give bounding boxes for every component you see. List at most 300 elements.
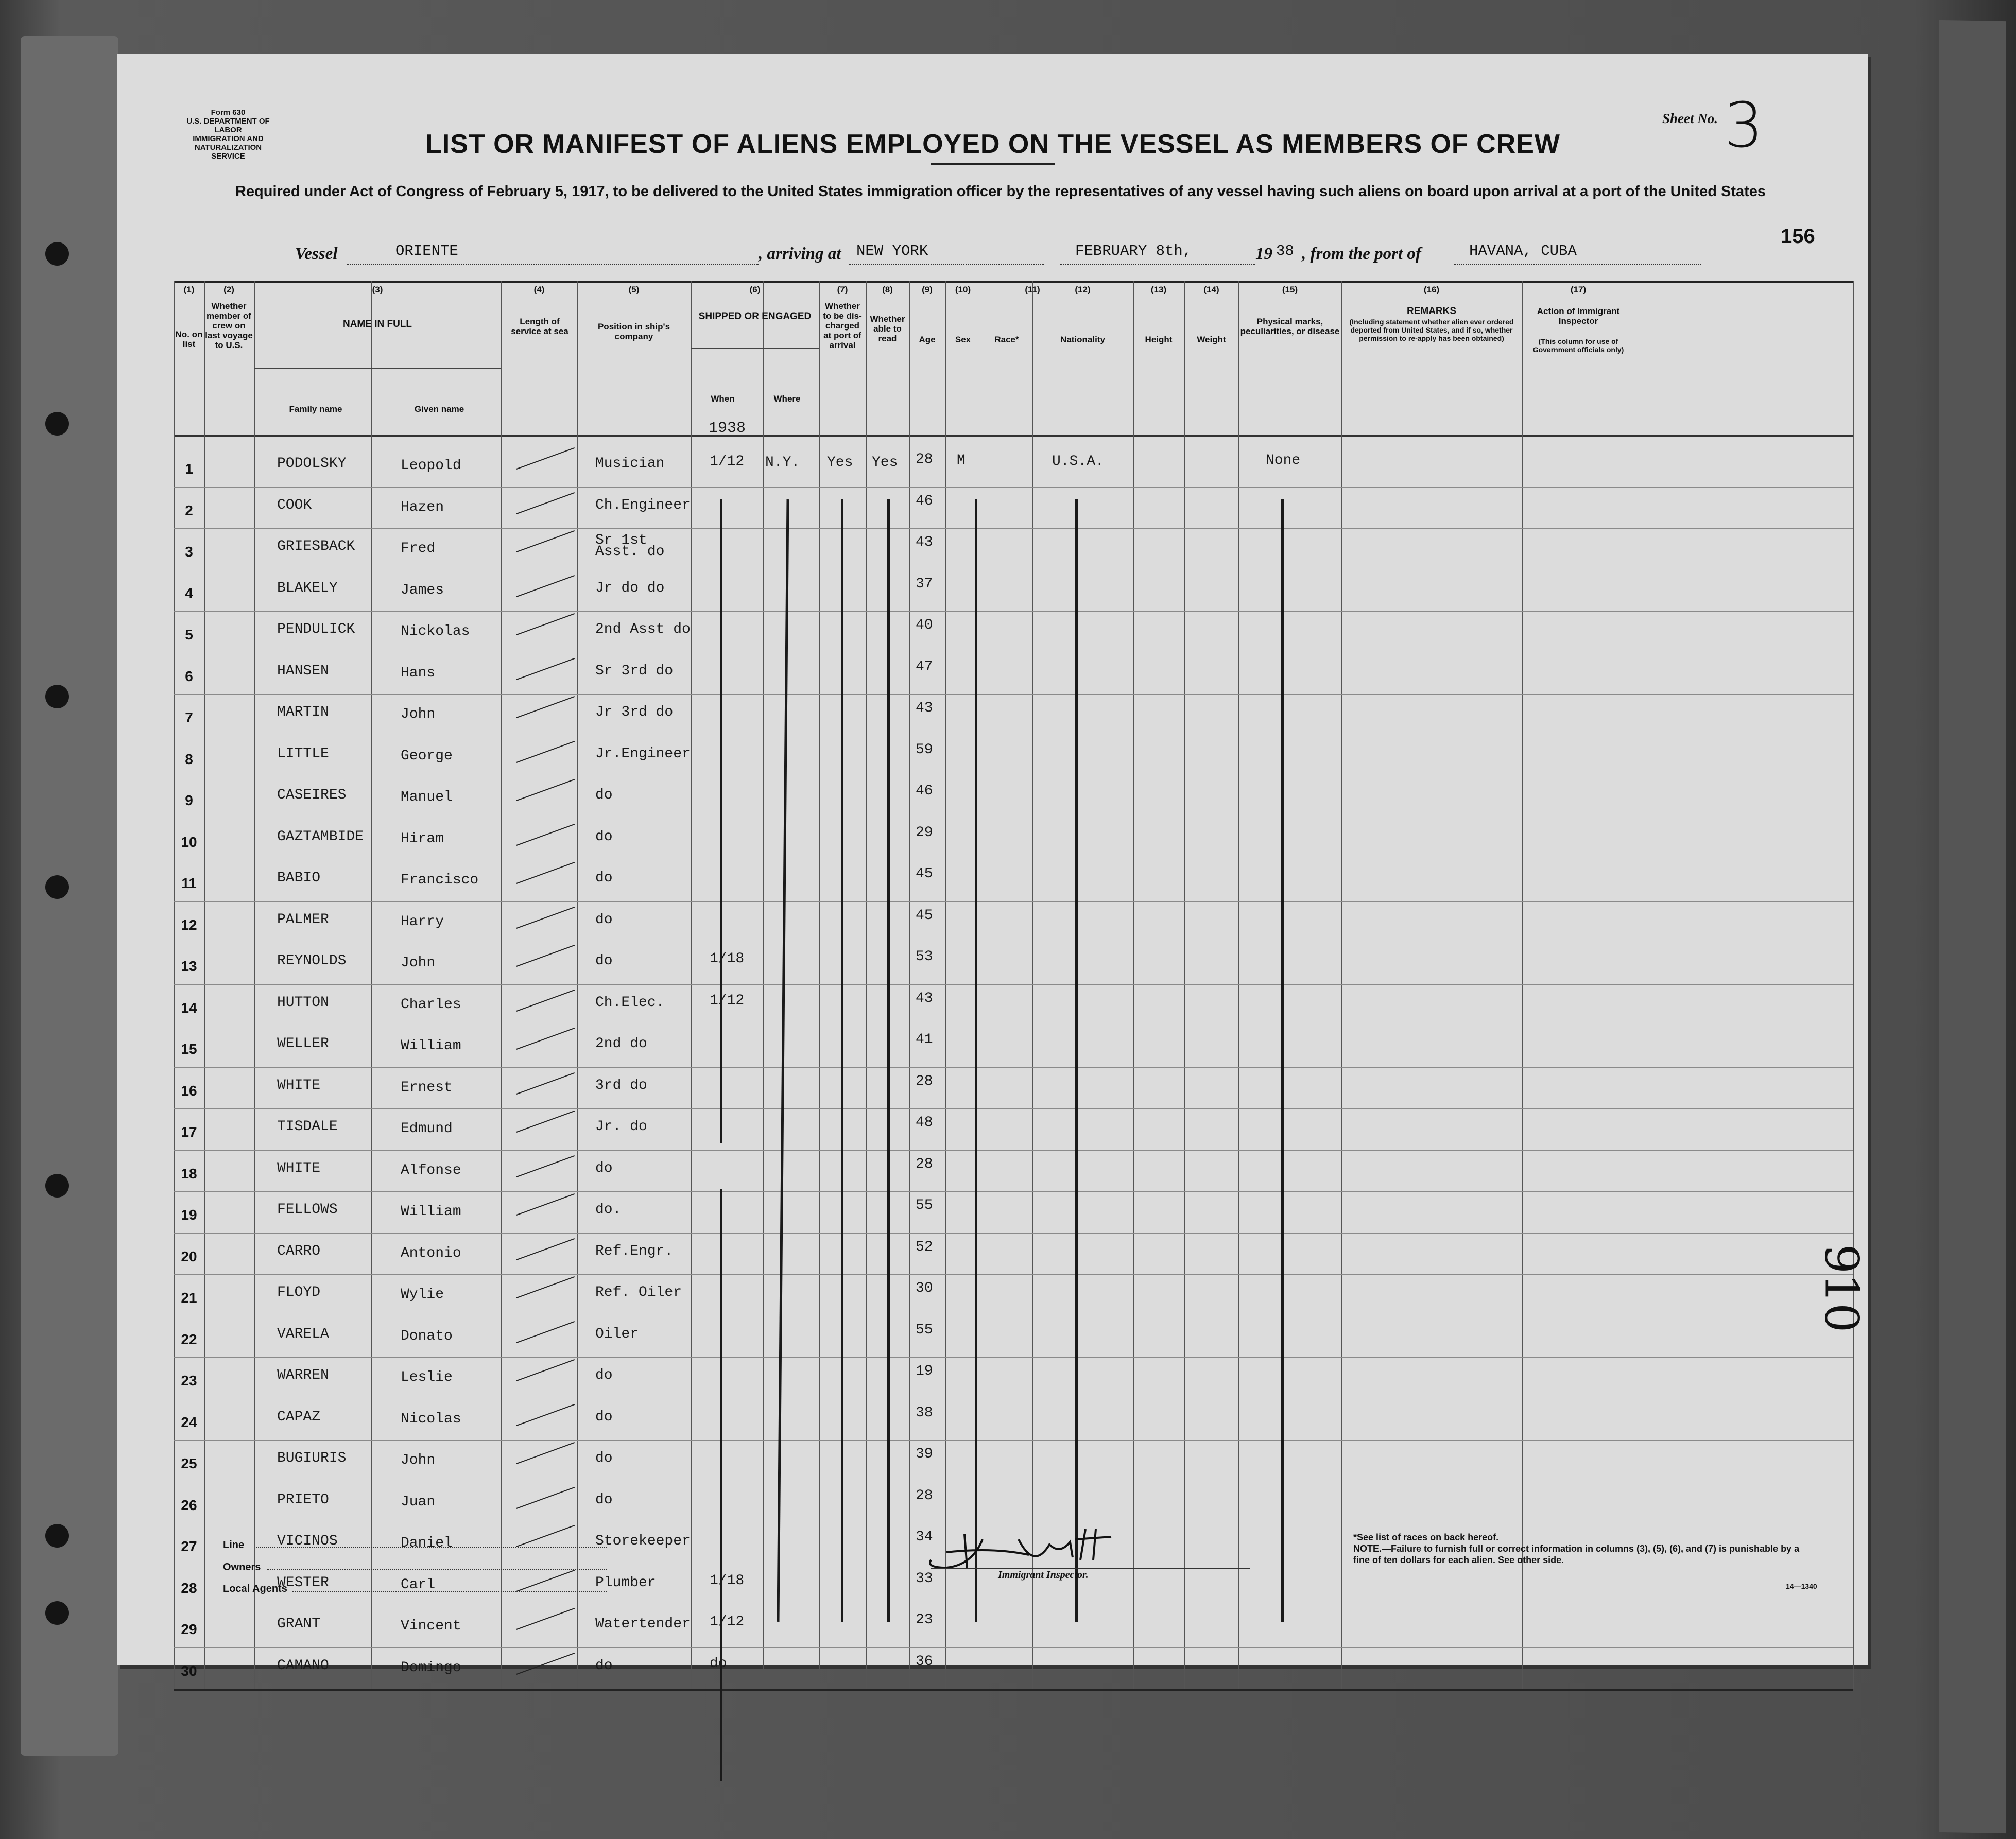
row-number: 5 bbox=[185, 627, 193, 643]
crew-table bbox=[174, 281, 1853, 1689]
given-name: Domingo bbox=[401, 1659, 461, 1676]
given-name: Carl bbox=[401, 1576, 436, 1593]
given-name: John bbox=[401, 955, 436, 971]
row-number: 26 bbox=[181, 1497, 197, 1513]
ditto-mark-read bbox=[887, 499, 890, 1622]
given-name: Vincent bbox=[401, 1618, 461, 1634]
arriving-rule bbox=[849, 264, 1044, 265]
agents-rule bbox=[292, 1591, 607, 1592]
position: Oiler bbox=[595, 1326, 639, 1342]
row-number: 8 bbox=[185, 751, 193, 767]
given-name: Daniel bbox=[401, 1535, 453, 1551]
row-number: 14 bbox=[181, 999, 197, 1016]
family-name: PALMER bbox=[277, 911, 329, 928]
position: do bbox=[595, 1367, 613, 1383]
header-physical-marks: Physical marks, peculiarities, or disease bbox=[1240, 317, 1340, 336]
length-of-service-tick bbox=[516, 1276, 575, 1298]
given-name: John bbox=[401, 1452, 436, 1468]
header-length-of-service: Length of service at sea bbox=[511, 317, 568, 336]
row-number: 17 bbox=[181, 1124, 197, 1140]
binder-hole bbox=[45, 1601, 69, 1625]
given-name: Manuel bbox=[401, 789, 453, 805]
given-name: George bbox=[401, 748, 453, 764]
row-number: 28 bbox=[181, 1580, 197, 1596]
age: 55 bbox=[916, 1198, 933, 1213]
family-name: GAZTAMBIDE bbox=[277, 828, 364, 845]
position: Watertender bbox=[595, 1616, 691, 1632]
family-name: COOK bbox=[277, 497, 312, 513]
position: Sr 1st bbox=[595, 532, 647, 548]
inspector-signature bbox=[916, 1519, 1147, 1575]
family-name: WARREN bbox=[277, 1367, 329, 1383]
row-rule bbox=[174, 901, 1853, 902]
shipped-when: 1/12 bbox=[710, 454, 745, 470]
able-to-read: Yes bbox=[872, 455, 898, 471]
age: 43 bbox=[916, 534, 933, 550]
position: Jr. do bbox=[595, 1119, 647, 1135]
given-name: Hans bbox=[401, 665, 436, 681]
given-name: Harry bbox=[401, 913, 444, 930]
row-number: 10 bbox=[181, 834, 197, 850]
age: 45 bbox=[916, 907, 933, 924]
family-name: LITTLE bbox=[277, 745, 329, 762]
position: Ref.Engr. bbox=[595, 1243, 674, 1259]
length-of-service-tick bbox=[516, 1442, 575, 1464]
position: do bbox=[595, 953, 613, 969]
header-remarks: REMARKS bbox=[1406, 306, 1457, 317]
row-number: 6 bbox=[185, 668, 193, 684]
arrival-date: FEBRUARY 8th, bbox=[1075, 242, 1192, 259]
length-of-service-tick bbox=[516, 1608, 575, 1630]
binder-hole bbox=[45, 875, 69, 899]
header-race: Race* bbox=[994, 335, 1019, 344]
page-code: 156 bbox=[1781, 225, 1815, 248]
given-name: Edmund bbox=[401, 1121, 453, 1137]
family-name: VARELA bbox=[277, 1326, 329, 1342]
length-of-service-tick bbox=[516, 1404, 575, 1426]
age: 46 bbox=[916, 783, 933, 799]
row-number: 27 bbox=[181, 1538, 197, 1554]
row-rule bbox=[174, 984, 1853, 985]
department-name: U.S. DEPARTMENT OF LABOR bbox=[186, 117, 270, 134]
row-rule bbox=[174, 1191, 1853, 1192]
sex: M bbox=[957, 453, 966, 469]
family-name: TISDALE bbox=[277, 1119, 338, 1135]
age: 30 bbox=[916, 1280, 933, 1296]
vessel-line bbox=[117, 239, 1868, 281]
length-of-service-tick bbox=[516, 1111, 575, 1133]
age: 19 bbox=[916, 1363, 933, 1379]
header-discharged: Whether to be dis-charged at port of arrival bbox=[823, 301, 862, 350]
header-sex: Sex bbox=[955, 335, 971, 344]
header-inspector-action: Action of Immigrant Inspector bbox=[1537, 306, 1620, 326]
length-of-service-tick bbox=[516, 1570, 575, 1592]
shipped-when: 1/12 bbox=[710, 992, 745, 1009]
age: 46 bbox=[916, 493, 933, 509]
from-rule bbox=[1454, 264, 1701, 265]
shipped-when: do bbox=[710, 1655, 727, 1672]
age: 34 bbox=[916, 1529, 933, 1545]
given-name: John bbox=[401, 706, 436, 722]
given-name: Hiram bbox=[401, 830, 444, 847]
given-name: Francisco bbox=[401, 872, 479, 888]
table-top-rule bbox=[174, 281, 1853, 283]
position: Ch.Engineer bbox=[595, 497, 691, 513]
header-nationality: Nationality bbox=[1060, 335, 1105, 344]
sheet-number: 3 bbox=[1724, 90, 1764, 162]
binder-hole bbox=[45, 412, 69, 436]
age: 39 bbox=[916, 1446, 933, 1462]
position: do bbox=[595, 1491, 613, 1508]
header-member-last-voyage: Whether member of crew on last voyage to U.S. bbox=[205, 301, 253, 350]
length-of-service-tick bbox=[516, 613, 575, 635]
sheet-label: Sheet No. bbox=[1662, 111, 1718, 126]
age: 23 bbox=[916, 1612, 933, 1628]
row-rule bbox=[174, 1233, 1853, 1234]
row-number: 9 bbox=[185, 792, 193, 808]
age: 43 bbox=[916, 990, 933, 1007]
ditto-mark-marks bbox=[1281, 499, 1284, 1622]
shipped-where: N.Y. bbox=[765, 455, 800, 471]
given-name: Antonio bbox=[401, 1245, 461, 1261]
row-number: 25 bbox=[181, 1455, 197, 1471]
family-name: CARRO bbox=[277, 1243, 321, 1259]
margin-annotation: 910 bbox=[1814, 1244, 1869, 1333]
position: Plumber bbox=[595, 1574, 656, 1591]
age: 53 bbox=[916, 949, 933, 965]
vessel-name: ORIENTE bbox=[395, 242, 458, 259]
family-name: WHITE bbox=[277, 1160, 321, 1176]
table-header-rule bbox=[174, 435, 1853, 437]
row-rule bbox=[174, 487, 1853, 488]
binder-edge bbox=[21, 36, 118, 1756]
length-of-service-tick bbox=[516, 658, 575, 680]
col-num-12: (12) bbox=[1075, 285, 1091, 294]
given-name: James bbox=[401, 582, 444, 598]
service-name: IMMIGRATION AND NATURALIZATION SERVICE bbox=[193, 134, 264, 161]
binder-hole bbox=[45, 1524, 69, 1548]
length-of-service-tick bbox=[516, 1653, 575, 1675]
position: Sr 3rd do bbox=[595, 663, 674, 679]
header-name-in-full: NAME IN FULL bbox=[342, 319, 412, 329]
given-name: Ernest bbox=[401, 1079, 453, 1096]
position: Ref. Oiler bbox=[595, 1285, 682, 1300]
given-name: Donato bbox=[401, 1328, 453, 1344]
page-edge bbox=[1939, 20, 2006, 1833]
family-name: FELLOWS bbox=[277, 1202, 338, 1218]
races-note: *See list of races on back hereof. bbox=[1353, 1532, 1499, 1542]
row-number: 3 bbox=[185, 544, 193, 560]
vessel-label: Vessel bbox=[295, 245, 338, 263]
position: do bbox=[595, 911, 613, 928]
header-remarks-sub: (Including statement whether alien ever ordered deported from United States, and if so, whether permission to re-apply has been obtained) bbox=[1349, 318, 1514, 342]
signature-rule bbox=[931, 1568, 1250, 1569]
row-number: 16 bbox=[181, 1082, 197, 1099]
row-rule bbox=[174, 1108, 1853, 1109]
position: Jr do do bbox=[595, 580, 665, 596]
header-given-name: Given name bbox=[414, 404, 464, 414]
length-of-service-tick bbox=[516, 862, 575, 884]
shipped-when: 1/18 bbox=[710, 1572, 745, 1589]
header-weight: Weight bbox=[1197, 335, 1226, 344]
year-prefix: 19 bbox=[1255, 245, 1272, 263]
length-of-service-tick bbox=[516, 1238, 575, 1260]
ditto-mark-where bbox=[777, 499, 789, 1622]
col-num-3: (3) bbox=[372, 285, 383, 294]
given-name: Juan bbox=[401, 1494, 436, 1510]
col-num-13: (13) bbox=[1150, 285, 1167, 294]
row-rule bbox=[174, 1357, 1853, 1358]
age: 45 bbox=[916, 866, 933, 882]
vessel-rule bbox=[347, 264, 759, 265]
nationality: U.S.A. bbox=[1052, 454, 1104, 470]
ditto-mark-nationality bbox=[1075, 499, 1078, 1622]
length-of-service-tick bbox=[516, 1028, 575, 1050]
length-of-service-tick bbox=[516, 1525, 575, 1547]
length-of-service-tick bbox=[516, 1193, 575, 1216]
length-of-service-tick bbox=[516, 945, 575, 967]
family-name: BABIO bbox=[277, 870, 321, 886]
row-number: 12 bbox=[181, 916, 197, 933]
row-number: 30 bbox=[181, 1662, 197, 1679]
col-num-2: (2) bbox=[223, 285, 234, 294]
binder-hole bbox=[45, 1174, 69, 1198]
ditto-mark-sex bbox=[975, 499, 977, 1622]
age: 47 bbox=[916, 658, 933, 675]
position: Musician bbox=[595, 456, 665, 472]
age: 36 bbox=[916, 1653, 933, 1670]
ditto-mark-when bbox=[720, 1189, 722, 1781]
row-number: 23 bbox=[181, 1373, 197, 1389]
col-num-15: (15) bbox=[1282, 285, 1298, 294]
header-family-name: Family name bbox=[289, 404, 342, 414]
length-of-service-tick bbox=[516, 492, 575, 514]
manifest-sheet bbox=[117, 54, 1868, 1679]
family-name: BLAKELY bbox=[277, 580, 338, 596]
age: 52 bbox=[916, 1239, 933, 1255]
family-name: HUTTON bbox=[277, 994, 329, 1011]
given-name: William bbox=[401, 1204, 461, 1220]
line-label: Line bbox=[223, 1539, 245, 1551]
family-name: GRIESBACK bbox=[277, 539, 355, 554]
age: 41 bbox=[916, 1032, 933, 1048]
position: do bbox=[595, 1450, 613, 1466]
arriving-port: NEW YORK bbox=[856, 242, 928, 259]
length-of-service-tick bbox=[516, 1359, 575, 1381]
header-height: Height bbox=[1145, 335, 1173, 344]
col-num-6: (6) bbox=[749, 285, 761, 294]
row-rule bbox=[174, 611, 1853, 612]
page-title: LIST OR MANIFEST OF ALIENS EMPLOYED ON THE VESSEL AS MEMBERS OF CREW bbox=[425, 129, 1560, 159]
col-num-17: (17) bbox=[1570, 285, 1587, 294]
row-number: 19 bbox=[181, 1207, 197, 1223]
row-rule bbox=[174, 1274, 1853, 1275]
given-name: William bbox=[401, 1038, 461, 1054]
col-num-14: (14) bbox=[1203, 285, 1219, 294]
given-name: Wylie bbox=[401, 1287, 444, 1303]
family-name: GRANT bbox=[277, 1616, 321, 1632]
page-subtitle: Required under Act of Congress of February 5, 1917, to be delivered to the United States immigration officer by the representatives of any vessel having such aliens on board upon arrival at a port of the United States bbox=[235, 183, 1766, 200]
age: 48 bbox=[916, 1115, 933, 1131]
length-of-service-tick bbox=[516, 447, 575, 470]
row-number: 13 bbox=[181, 958, 197, 974]
header-able-to-read: Whether able to read bbox=[870, 314, 905, 343]
length-of-service-tick bbox=[516, 741, 575, 763]
col-num-1: (1) bbox=[183, 285, 195, 294]
given-name: Charles bbox=[401, 996, 461, 1013]
given-name: Fred bbox=[401, 541, 436, 557]
age: 28 bbox=[916, 1156, 933, 1172]
header-age: Age bbox=[919, 335, 936, 344]
position: Storekeeper bbox=[595, 1533, 691, 1549]
family-name: MARTIN bbox=[277, 704, 329, 720]
to-be-discharged: Yes bbox=[827, 455, 853, 471]
age: 28 bbox=[916, 452, 933, 467]
position: do. bbox=[595, 1202, 622, 1218]
family-name: REYNOLDS bbox=[277, 953, 347, 969]
row-number: 18 bbox=[181, 1165, 197, 1182]
year-suffix: 38 bbox=[1276, 242, 1294, 259]
age: 55 bbox=[916, 1322, 933, 1338]
row-number: 29 bbox=[181, 1621, 197, 1637]
position: do bbox=[595, 787, 613, 803]
family-name: VICINOS bbox=[277, 1533, 338, 1549]
penalty-note: NOTE.—Failure to furnish full or correct information in columns (3), (5), (6), and (7) is punishable by a fine of ten dollars for each alien. See other side. bbox=[1353, 1543, 1800, 1565]
position: do bbox=[595, 1657, 613, 1674]
length-of-service-tick bbox=[516, 1155, 575, 1177]
family-name: PENDULICK bbox=[277, 621, 355, 637]
header-where: Where bbox=[773, 394, 801, 404]
row-rule bbox=[174, 1647, 1853, 1648]
title-underline bbox=[931, 163, 1055, 165]
given-name: Nicolas bbox=[401, 1411, 461, 1427]
row-number: 11 bbox=[181, 875, 197, 891]
length-of-service-tick bbox=[516, 1072, 575, 1095]
family-name: CAMANO bbox=[277, 1657, 329, 1674]
age: 28 bbox=[916, 1073, 933, 1089]
age: 33 bbox=[916, 1570, 933, 1587]
family-name: WESTER bbox=[277, 1574, 329, 1591]
given-name: Leopold bbox=[401, 458, 461, 474]
age: 28 bbox=[916, 1487, 933, 1504]
row-rule bbox=[174, 1440, 1853, 1441]
family-name: CASEIRES bbox=[277, 787, 347, 803]
position: 2nd Asst do bbox=[595, 621, 691, 637]
date-rule bbox=[1060, 264, 1255, 265]
family-name: FLOYD bbox=[277, 1285, 321, 1300]
position: Jr 3rd do bbox=[595, 704, 674, 720]
owners-rule bbox=[267, 1569, 607, 1570]
row-number: 7 bbox=[185, 709, 193, 725]
position: Jr.Engineer bbox=[595, 745, 691, 762]
header-shipped-or-engaged: SHIPPED OR ENGAGED bbox=[698, 311, 812, 322]
given-name: Alfonse bbox=[401, 1162, 461, 1178]
col-num-4: (4) bbox=[533, 285, 545, 294]
col-num-9: (9) bbox=[922, 285, 933, 294]
row-rule bbox=[174, 1067, 1853, 1068]
col-num-10: (10) bbox=[955, 285, 971, 294]
row-number: 20 bbox=[181, 1248, 197, 1264]
header-inspector-sub: (This column for use of Government officials only) bbox=[1532, 337, 1624, 354]
position: do bbox=[595, 1409, 613, 1425]
row-number: 1 bbox=[185, 461, 193, 477]
row-rule bbox=[174, 528, 1853, 529]
length-of-service-tick bbox=[516, 575, 575, 597]
row-rule bbox=[174, 694, 1853, 695]
length-of-service-tick bbox=[516, 824, 575, 846]
age: 40 bbox=[916, 617, 933, 633]
age: 37 bbox=[916, 576, 933, 592]
row-number: 22 bbox=[181, 1331, 197, 1347]
from-label: , from the port of bbox=[1302, 245, 1421, 263]
position: Ch.Elec. bbox=[595, 994, 665, 1011]
owners-label: Owners bbox=[223, 1562, 261, 1573]
ditto-mark-when bbox=[720, 499, 722, 1143]
header-when: When bbox=[711, 394, 735, 404]
col-num-11: (11) bbox=[1025, 285, 1040, 294]
length-of-service-tick bbox=[516, 990, 575, 1012]
row-number: 4 bbox=[185, 585, 193, 601]
family-name: WELLER bbox=[277, 1036, 329, 1052]
form-number: Form 630 bbox=[211, 108, 246, 117]
position: Asst. do bbox=[595, 544, 665, 560]
age: 38 bbox=[916, 1404, 933, 1421]
col-num-8: (8) bbox=[882, 285, 893, 294]
given-name: Nickolas bbox=[401, 623, 470, 639]
ditto-mark-discharged bbox=[841, 499, 843, 1622]
header-no-on-list: No. on list bbox=[175, 329, 203, 349]
header-year: 1938 bbox=[709, 420, 746, 437]
binder-hole bbox=[45, 685, 69, 708]
row-number: 21 bbox=[181, 1290, 197, 1306]
length-of-service-tick bbox=[516, 1321, 575, 1343]
row-rule bbox=[174, 1150, 1853, 1151]
shipped-when: 1/12 bbox=[710, 1614, 745, 1630]
line-rule bbox=[256, 1547, 607, 1548]
given-name: Hazen bbox=[401, 499, 444, 515]
position: do bbox=[595, 1160, 613, 1176]
form-code: 14—1340 bbox=[1786, 1582, 1817, 1590]
shipped-when: 1/18 bbox=[710, 951, 745, 967]
position: do bbox=[595, 870, 613, 886]
family-name: PRIETO bbox=[277, 1491, 329, 1508]
local-agents-label: Local Agents bbox=[223, 1583, 287, 1594]
physical-marks: None bbox=[1266, 453, 1301, 469]
from-port: HAVANA, CUBA bbox=[1469, 242, 1577, 259]
family-name: BUGIURIS bbox=[277, 1450, 347, 1466]
length-of-service-tick bbox=[516, 1487, 575, 1509]
length-of-service-tick bbox=[516, 779, 575, 801]
age: 43 bbox=[916, 700, 933, 716]
family-name: CAPAZ bbox=[277, 1409, 321, 1425]
age: 59 bbox=[916, 741, 933, 758]
length-of-service-tick bbox=[516, 530, 575, 552]
family-name: HANSEN bbox=[277, 663, 329, 679]
col-num-7: (7) bbox=[837, 285, 848, 294]
position: 3rd do bbox=[595, 1077, 647, 1094]
position: do bbox=[595, 828, 613, 845]
family-name: WHITE bbox=[277, 1077, 321, 1094]
length-of-service-tick bbox=[516, 907, 575, 929]
row-number: 24 bbox=[181, 1414, 197, 1430]
header-position: Position in ship's company bbox=[597, 322, 670, 341]
age: 29 bbox=[916, 824, 933, 841]
binder-hole bbox=[45, 242, 69, 266]
given-name: Leslie bbox=[401, 1369, 453, 1385]
row-number: 15 bbox=[181, 1041, 197, 1057]
inspector-caption: Immigrant Inspector. bbox=[998, 1569, 1089, 1581]
col-num-16: (16) bbox=[1423, 285, 1440, 294]
